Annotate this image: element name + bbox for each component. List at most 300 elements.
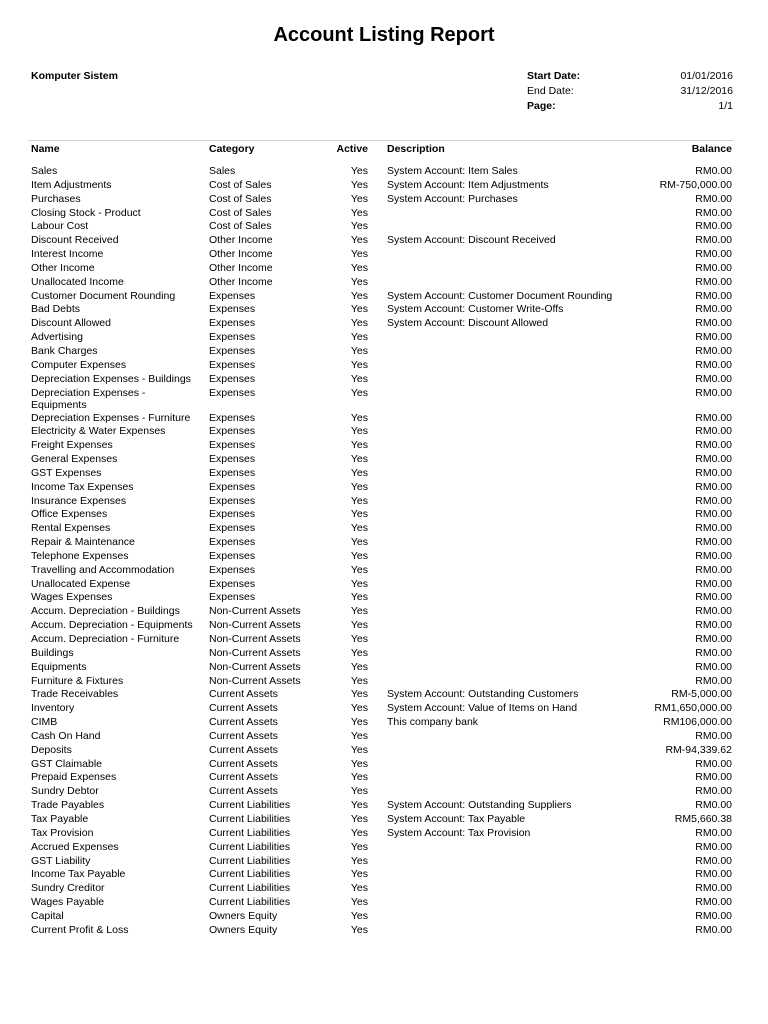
table-row [31, 439, 734, 453]
table-header [31, 142, 734, 158]
cell-category: Current Assets [209, 729, 278, 742]
cell-name: Accum. Depreciation - Equipments [31, 619, 193, 632]
cell-active: Yes [350, 826, 368, 839]
cell-active: Yes [350, 480, 368, 493]
cell-name: Office Expenses [31, 508, 108, 521]
cell-description: System Account: Tax Provision [387, 826, 531, 839]
cell-balance: RM-750,000.00 [659, 178, 732, 191]
cell-balance: RM0.00 [695, 577, 732, 590]
cell-balance: RM0.00 [695, 466, 732, 479]
cell-active: Yes [350, 275, 368, 288]
cell-name: Accum. Depreciation - Buildings [31, 605, 180, 618]
table-row [31, 619, 734, 633]
cell-category: Expenses [209, 480, 256, 493]
cell-active: Yes [350, 771, 368, 784]
cell-category: Current Liabilities [209, 896, 291, 909]
cell-name: Electricity & Water Expenses [31, 425, 166, 438]
cell-category: Non-Current Assets [209, 660, 301, 673]
cell-active: Yes [350, 577, 368, 590]
cell-name: Discount Received [31, 234, 119, 247]
cell-name: Freight Expenses [31, 439, 113, 452]
cell-balance: RM0.00 [695, 261, 732, 274]
cell-name: Other Income [31, 261, 95, 274]
cell-name: Item Adjustments [31, 178, 112, 191]
table-row [31, 425, 734, 439]
table-row [31, 248, 734, 262]
cell-name: Buildings [31, 646, 74, 659]
cell-balance: RM0.00 [695, 605, 732, 618]
page-value: 1/1 [718, 100, 733, 112]
cell-name: Closing Stock - Product [31, 206, 141, 219]
table-row [31, 373, 734, 387]
table-row [31, 550, 734, 564]
cell-balance: RM0.00 [695, 785, 732, 798]
cell-description: System Account: Value of Items on Hand [387, 702, 578, 715]
cell-description: System Account: Item Adjustments [387, 178, 549, 191]
cell-category: Other Income [209, 275, 273, 288]
cell-category: Expenses [209, 303, 256, 316]
cell-balance: RM0.00 [695, 799, 732, 812]
cell-name: Travelling and Accommodation [31, 563, 175, 576]
page-label: Page: [527, 100, 556, 112]
cell-name: Sundry Debtor [31, 785, 99, 798]
cell-active: Yes [350, 882, 368, 895]
cell-category: Current Assets [209, 688, 278, 701]
cell-name: Furniture & Fixtures [31, 674, 124, 687]
cell-active: Yes [350, 303, 368, 316]
col-name-header: Name [31, 143, 60, 155]
cell-category: Expenses [209, 386, 256, 399]
col-balance-header: Balance [691, 143, 732, 155]
table-row [31, 345, 734, 359]
end-date-value: 31/12/2016 [680, 85, 733, 97]
table-row [31, 262, 734, 276]
cell-category: Non-Current Assets [209, 633, 301, 645]
cell-category: Sales [209, 165, 236, 177]
cell-balance: RM0.00 [695, 660, 732, 673]
cell-name: Cash On Hand [31, 729, 101, 742]
cell-balance: RM0.00 [695, 344, 732, 357]
cell-name: Depreciation Expenses - Buildings [31, 372, 191, 385]
cell-active: Yes [350, 192, 368, 205]
cell-active: Yes [350, 633, 368, 645]
cell-balance: RM0.00 [695, 275, 732, 288]
cell-category: Expenses [209, 372, 256, 385]
cell-category: Expenses [209, 494, 256, 507]
table-row [31, 855, 734, 869]
cell-name: Income Tax Payable [31, 868, 126, 881]
cell-balance: RM0.00 [695, 165, 732, 177]
cell-description: System Account: Outstanding Suppliers [387, 799, 572, 812]
table-row [31, 290, 734, 304]
cell-active: Yes [350, 812, 368, 825]
cell-name: General Expenses [31, 453, 118, 466]
cell-balance: RM0.00 [695, 549, 732, 562]
cell-active: Yes [350, 289, 368, 302]
cell-balance: RM0.00 [695, 882, 732, 895]
table-row [31, 896, 734, 910]
cell-category: Non-Current Assets [209, 605, 301, 618]
table-row [31, 179, 734, 193]
cell-name: Advertising [31, 331, 83, 344]
cell-name: Wages Expenses [31, 591, 113, 604]
cell-category: Expenses [209, 536, 256, 549]
cell-active: Yes [350, 702, 368, 715]
cell-balance: RM0.00 [695, 234, 732, 247]
table-row [31, 785, 734, 799]
cell-balance: RM0.00 [695, 386, 732, 399]
cell-balance: RM1,650,000.00 [654, 702, 732, 715]
cell-description: System Account: Discount Allowed [387, 317, 549, 330]
cell-name: Tax Provision [31, 826, 94, 839]
table-row [31, 481, 734, 495]
cell-active: Yes [350, 923, 368, 936]
cell-active: Yes [350, 799, 368, 812]
cell-category: Cost of Sales [209, 178, 272, 191]
col-active-header: Active [336, 143, 368, 155]
account-table [31, 142, 734, 938]
cell-active: Yes [350, 220, 368, 233]
table-row [31, 688, 734, 702]
cell-name: Repair & Maintenance [31, 536, 135, 549]
cell-description: System Account: Tax Payable [387, 812, 526, 825]
cell-balance: RM0.00 [695, 771, 732, 784]
cell-balance: RM0.00 [695, 331, 732, 344]
cell-active: Yes [350, 688, 368, 701]
company-name: Komputer Sistem [31, 70, 118, 82]
page-row [527, 100, 733, 115]
table-row [31, 578, 734, 592]
cell-active: Yes [350, 840, 368, 853]
cell-category: Expenses [209, 508, 256, 521]
end-date-row [527, 85, 733, 100]
cell-balance: RM-94,339.62 [665, 743, 732, 756]
cell-balance: RM0.00 [695, 522, 732, 535]
cell-description: System Account: Outstanding Customers [387, 688, 579, 701]
table-row [31, 813, 734, 827]
cell-balance: RM0.00 [695, 840, 732, 853]
table-row [31, 605, 734, 619]
cell-active: Yes [350, 261, 368, 274]
cell-name: Customer Document Rounding [31, 289, 176, 302]
cell-balance: RM0.00 [695, 536, 732, 549]
table-row [31, 467, 734, 481]
cell-active: Yes [350, 206, 368, 219]
table-row [31, 661, 734, 675]
cell-category: Current Liabilities [209, 854, 291, 867]
cell-balance: RM0.00 [695, 358, 732, 371]
table-row [31, 359, 734, 373]
cell-balance: RM0.00 [695, 289, 732, 302]
cell-category: Owners Equity [209, 909, 278, 922]
cell-category: Current Liabilities [209, 812, 291, 825]
cell-name: Unallocated Income [31, 275, 124, 288]
cell-name: Trade Receivables [31, 688, 119, 701]
cell-active: Yes [350, 372, 368, 385]
table-row [31, 234, 734, 248]
table-row [31, 758, 734, 772]
table-row [31, 495, 734, 509]
cell-active: Yes [350, 344, 368, 357]
cell-name: Rental Expenses [31, 522, 111, 535]
cell-description: System Account: Customer Write-Offs [387, 303, 564, 316]
cell-balance: RM0.00 [695, 494, 732, 507]
cell-category: Current Assets [209, 702, 278, 715]
cell-active: Yes [350, 466, 368, 479]
cell-name: GST Claimable [31, 757, 102, 770]
cell-category: Other Income [209, 248, 273, 261]
cell-active: Yes [350, 439, 368, 452]
cell-category: Other Income [209, 234, 273, 247]
col-category-header: Category [209, 143, 255, 155]
cell-category: Expenses [209, 591, 256, 604]
table-row [31, 508, 734, 522]
cell-name: Computer Expenses [31, 358, 127, 371]
table-row [31, 744, 734, 758]
cell-category: Current Liabilities [209, 868, 291, 881]
table-row [31, 317, 734, 331]
cell-balance: RM0.00 [695, 220, 732, 233]
cell-category: Non-Current Assets [209, 674, 301, 687]
cell-category: Current Liabilities [209, 840, 291, 853]
table-row [31, 841, 734, 855]
cell-active: Yes [350, 660, 368, 673]
cell-active: Yes [350, 896, 368, 909]
cell-balance: RM0.00 [695, 909, 732, 922]
cell-balance: RM0.00 [695, 372, 732, 385]
cell-category: Owners Equity [209, 923, 278, 936]
table-body [31, 165, 734, 938]
cell-active: Yes [350, 522, 368, 535]
cell-active: Yes [350, 854, 368, 867]
cell-balance: RM0.00 [695, 439, 732, 452]
cell-name: Deposits [31, 743, 72, 756]
cell-active: Yes [350, 729, 368, 742]
table-row [31, 453, 734, 467]
cell-active: Yes [350, 453, 368, 466]
table-row [31, 387, 734, 412]
cell-category: Expenses [209, 358, 256, 371]
table-row [31, 207, 734, 221]
cell-name: Trade Payables [31, 799, 105, 812]
cell-category: Cost of Sales [209, 192, 272, 205]
cell-name: Labour Cost [31, 220, 89, 233]
col-description-header: Description [387, 143, 445, 155]
table-row [31, 730, 734, 744]
cell-category: Current Assets [209, 743, 278, 756]
table-row [31, 647, 734, 661]
cell-balance: RM0.00 [695, 633, 732, 645]
cell-category: Other Income [209, 261, 273, 274]
cell-balance: RM0.00 [695, 480, 732, 493]
cell-category: Current Assets [209, 771, 278, 784]
cell-name: Wages Payable [31, 896, 105, 909]
table-row [31, 716, 734, 730]
cell-name: Unallocated Expense [31, 577, 131, 590]
cell-category: Current Liabilities [209, 826, 291, 839]
table-row [31, 910, 734, 924]
cell-category: Expenses [209, 577, 256, 590]
cell-category: Expenses [209, 425, 256, 438]
cell-active: Yes [350, 386, 368, 399]
cell-active: Yes [350, 331, 368, 344]
cell-name: Insurance Expenses [31, 494, 127, 507]
cell-description: System Account: Item Sales [387, 165, 518, 177]
cell-active: Yes [350, 317, 368, 330]
cell-balance: RM0.00 [695, 674, 732, 687]
end-date-label: End Date: [527, 85, 574, 97]
report-title: Account Listing Report [273, 24, 495, 46]
cell-active: Yes [350, 508, 368, 521]
header-divider [28, 140, 734, 141]
cell-category: Expenses [209, 331, 256, 344]
cell-category: Current Assets [209, 716, 278, 729]
cell-active: Yes [350, 605, 368, 618]
table-row [31, 276, 734, 290]
cell-category: Non-Current Assets [209, 646, 301, 659]
cell-name: Interest Income [31, 248, 104, 261]
cell-category: Current Liabilities [209, 882, 291, 895]
cell-category: Non-Current Assets [209, 619, 301, 632]
table-row [31, 220, 734, 234]
cell-category: Expenses [209, 439, 256, 452]
cell-active: Yes [350, 494, 368, 507]
cell-name: Depreciation Expenses - Equipments [31, 386, 146, 411]
cell-description: This company bank [387, 716, 479, 729]
cell-active: Yes [350, 591, 368, 604]
cell-active: Yes [350, 619, 368, 632]
table-row [31, 412, 734, 426]
cell-name: Bank Charges [31, 344, 98, 357]
cell-balance: RM0.00 [695, 303, 732, 316]
cell-active: Yes [350, 358, 368, 371]
cell-name: Income Tax Expenses [31, 480, 134, 493]
cell-name: Discount Allowed [31, 317, 111, 330]
table-row [31, 868, 734, 882]
table-row [31, 564, 734, 578]
cell-name: GST Expenses [31, 466, 102, 479]
cell-description: System Account: Discount Received [387, 234, 556, 247]
cell-balance: RM0.00 [695, 854, 732, 867]
cell-active: Yes [350, 757, 368, 770]
cell-active: Yes [350, 563, 368, 576]
cell-category: Expenses [209, 522, 256, 535]
cell-name: Purchases [31, 192, 81, 205]
cell-balance: RM0.00 [695, 646, 732, 659]
cell-balance: RM0.00 [695, 591, 732, 604]
cell-name: Capital [31, 909, 64, 922]
cell-category: Current Liabilities [209, 799, 291, 812]
cell-category: Expenses [209, 317, 256, 330]
cell-name: Inventory [31, 702, 75, 715]
cell-name: CIMB [31, 716, 58, 729]
cell-balance: RM0.00 [695, 826, 732, 839]
cell-category: Current Assets [209, 757, 278, 770]
cell-balance: RM0.00 [695, 729, 732, 742]
cell-category: Expenses [209, 466, 256, 479]
cell-balance: RM0.00 [695, 923, 732, 936]
cell-balance: RM0.00 [695, 757, 732, 770]
table-row [31, 771, 734, 785]
cell-name: Accrued Expenses [31, 840, 119, 853]
cell-name: Depreciation Expenses - Furniture [31, 411, 191, 424]
cell-category: Cost of Sales [209, 206, 272, 219]
table-row [31, 536, 734, 550]
cell-balance: RM0.00 [695, 206, 732, 219]
cell-balance: RM0.00 [695, 896, 732, 909]
table-row [31, 882, 734, 896]
cell-balance: RM0.00 [695, 453, 732, 466]
table-row [31, 675, 734, 689]
cell-name: Tax Payable [31, 812, 89, 825]
cell-description: System Account: Customer Document Rounding [387, 289, 613, 302]
cell-active: Yes [350, 234, 368, 247]
table-row [31, 633, 734, 647]
cell-category: Expenses [209, 344, 256, 357]
cell-balance: RM0.00 [695, 411, 732, 424]
cell-active: Yes [350, 549, 368, 562]
cell-description: System Account: Purchases [387, 192, 518, 205]
table-row [31, 303, 734, 317]
cell-balance: RM0.00 [695, 192, 732, 205]
cell-active: Yes [350, 178, 368, 191]
cell-name: Equipments [31, 660, 87, 673]
cell-active: Yes [350, 165, 368, 177]
cell-active: Yes [350, 425, 368, 438]
cell-category: Expenses [209, 549, 256, 562]
cell-name: GST Liability [31, 854, 91, 867]
table-row [31, 702, 734, 716]
start-date-row [527, 70, 733, 85]
cell-category: Current Assets [209, 785, 278, 798]
start-date-label: Start Date: [527, 70, 581, 82]
cell-balance: RM0.00 [695, 563, 732, 576]
cell-active: Yes [350, 674, 368, 687]
cell-name: Bad Debts [31, 303, 81, 316]
cell-balance: RM0.00 [695, 508, 732, 521]
cell-name: Prepaid Expenses [31, 771, 117, 784]
table-row [31, 522, 734, 536]
cell-name: Sales [31, 165, 58, 177]
cell-category: Expenses [209, 289, 256, 302]
table-row [31, 591, 734, 605]
cell-category: Expenses [209, 453, 256, 466]
table-row [31, 165, 734, 179]
cell-balance: RM0.00 [695, 248, 732, 261]
cell-active: Yes [350, 646, 368, 659]
table-row [31, 827, 734, 841]
cell-name: Telephone Expenses [31, 549, 129, 562]
cell-active: Yes [350, 868, 368, 881]
cell-category: Expenses [209, 411, 256, 424]
cell-active: Yes [350, 785, 368, 798]
cell-balance: RM0.00 [695, 317, 732, 330]
cell-balance: RM106,000.00 [663, 716, 732, 729]
cell-name: Current Profit & Loss [31, 923, 129, 936]
table-row [31, 193, 734, 207]
start-date-value: 01/01/2016 [680, 70, 733, 82]
cell-active: Yes [350, 716, 368, 729]
cell-balance: RM0.00 [695, 868, 732, 881]
cell-active: Yes [350, 536, 368, 549]
cell-balance: RM5,660.38 [674, 812, 732, 825]
cell-balance: RM0.00 [695, 425, 732, 438]
cell-balance: RM-5,000.00 [671, 688, 732, 701]
table-row [31, 331, 734, 345]
cell-name: Sundry Creditor [31, 882, 105, 895]
cell-balance: RM0.00 [695, 619, 732, 632]
cell-category: Cost of Sales [209, 220, 272, 233]
